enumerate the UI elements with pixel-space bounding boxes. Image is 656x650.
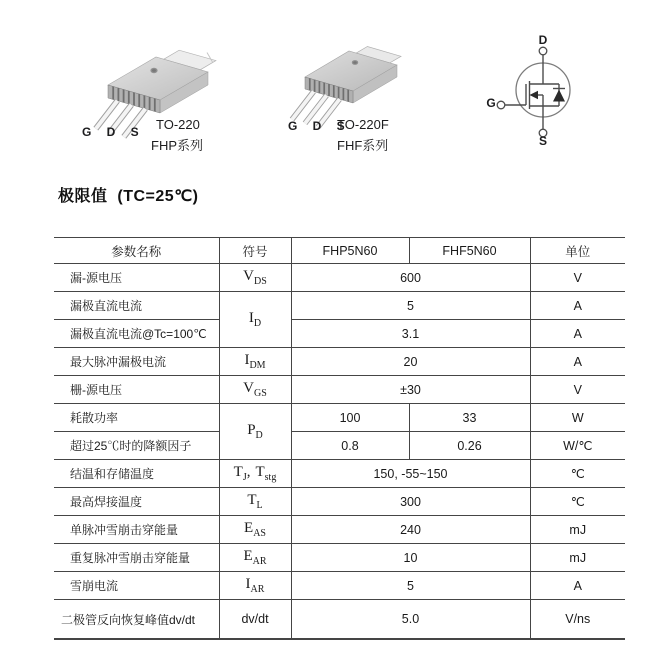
value-cell: 600 bbox=[291, 264, 530, 292]
header-unit: 单位 bbox=[530, 238, 625, 264]
table-row bbox=[54, 460, 625, 488]
header-symbol: 符号 bbox=[219, 238, 291, 264]
table-row bbox=[54, 320, 625, 348]
symbol-cell: $T_L$ bbox=[219, 488, 291, 516]
value-cell: 3.1 bbox=[291, 320, 530, 348]
param-cell: 重复脉冲雪崩击穿能量 bbox=[54, 544, 219, 572]
table-row bbox=[54, 348, 625, 376]
unit-cell: ℃ bbox=[530, 460, 625, 488]
to220-pins-label: G D S bbox=[82, 125, 145, 139]
param-cell: 结温和存储温度 bbox=[54, 460, 219, 488]
unit-cell: A bbox=[530, 572, 625, 600]
drain-terminal-label: D bbox=[538, 33, 548, 47]
value-cell: 5 bbox=[291, 572, 530, 600]
ratings-table bbox=[54, 237, 625, 640]
to220-series-label: FHP系列 bbox=[151, 138, 204, 153]
symbol-cell: $E_{AS}$ bbox=[219, 516, 291, 544]
to220f-pins-label: G D S bbox=[288, 119, 351, 133]
value-cell-fhp: 100 bbox=[291, 404, 409, 432]
table-row bbox=[54, 600, 625, 640]
param-cell: 耗散功率 bbox=[54, 404, 219, 432]
param-cell: 漏-源电压 bbox=[54, 264, 219, 292]
symbol-cell: $I_{DM}$ bbox=[219, 348, 291, 376]
unit-cell: A bbox=[530, 320, 625, 348]
value-cell: 300 bbox=[291, 488, 530, 516]
symbol-cell: $I_D$ bbox=[219, 292, 291, 348]
value-cell: 150, -55~150 bbox=[291, 460, 530, 488]
unit-cell: V/ns bbox=[530, 600, 625, 640]
param-cell: 漏极直流电流 bbox=[54, 292, 219, 320]
table-row bbox=[54, 544, 625, 572]
header-fhp5n60: FHP5N60 bbox=[291, 238, 409, 264]
to220f-package-name: TO-220F bbox=[337, 117, 389, 132]
param-cell: 二极管反向恢复峰值dv/dt bbox=[54, 600, 219, 640]
table-header-row bbox=[54, 238, 625, 264]
param-cell: 雪崩电流 bbox=[54, 572, 219, 600]
unit-cell: A bbox=[530, 292, 625, 320]
unit-cell: ℃ bbox=[530, 488, 625, 516]
symbol-cell: $V_{DS}$ bbox=[219, 264, 291, 292]
param-cell: 漏极直流电流@Tc=100℃ bbox=[54, 320, 219, 348]
section-title: 极限值 (TC=25℃) bbox=[58, 188, 199, 205]
value-cell: 5 bbox=[291, 292, 530, 320]
header-fhf5n60: FHF5N60 bbox=[409, 238, 530, 264]
table-row bbox=[54, 292, 625, 320]
unit-cell: W bbox=[530, 404, 625, 432]
unit-cell: V bbox=[530, 264, 625, 292]
value-cell: 10 bbox=[291, 544, 530, 572]
source-terminal-label: S bbox=[538, 134, 547, 148]
unit-cell: mJ bbox=[530, 544, 625, 572]
to220f-series-label: FHF系列 bbox=[337, 138, 389, 153]
value-cell: 240 bbox=[291, 516, 530, 544]
mosfet-symbol-diagram bbox=[468, 30, 588, 142]
to220-package-name: TO-220 bbox=[156, 117, 200, 132]
table-row bbox=[54, 264, 625, 292]
symbol-cell: $E_{AR}$ bbox=[219, 544, 291, 572]
param-cell: 最高焊接温度 bbox=[54, 488, 219, 516]
gate-terminal-label: G bbox=[486, 96, 496, 110]
symbol-cell: $I_{AR}$ bbox=[219, 572, 291, 600]
table-row bbox=[54, 516, 625, 544]
table-row bbox=[54, 432, 625, 460]
header-param: 参数名称 bbox=[54, 238, 219, 264]
value-cell-fhf: 0.26 bbox=[409, 432, 530, 460]
symbol-cell: $P_D$ bbox=[219, 404, 291, 460]
param-cell: 单脉冲雪崩击穿能量 bbox=[54, 516, 219, 544]
table-row bbox=[54, 488, 625, 516]
symbol-cell: dv/dt bbox=[219, 600, 291, 640]
value-cell: 5.0 bbox=[291, 600, 530, 640]
symbol-cell: $T_J$, $T_{stg}$ bbox=[219, 460, 291, 488]
table-row bbox=[54, 572, 625, 600]
param-cell: 栅-源电压 bbox=[54, 376, 219, 404]
value-cell-fhp: 0.8 bbox=[291, 432, 409, 460]
symbol-cell: $V_{GS}$ bbox=[219, 376, 291, 404]
value-cell: 20 bbox=[291, 348, 530, 376]
param-cell: 超过25℃时的降额因子 bbox=[54, 432, 219, 460]
value-cell-fhf: 33 bbox=[409, 404, 530, 432]
unit-cell: A bbox=[530, 348, 625, 376]
value-cell: ±30 bbox=[291, 376, 530, 404]
param-cell: 最大脉冲漏极电流 bbox=[54, 348, 219, 376]
unit-cell: W/℃ bbox=[530, 432, 625, 460]
table-row bbox=[54, 404, 625, 432]
unit-cell: mJ bbox=[530, 516, 625, 544]
unit-cell: V bbox=[530, 376, 625, 404]
table-row bbox=[54, 376, 625, 404]
